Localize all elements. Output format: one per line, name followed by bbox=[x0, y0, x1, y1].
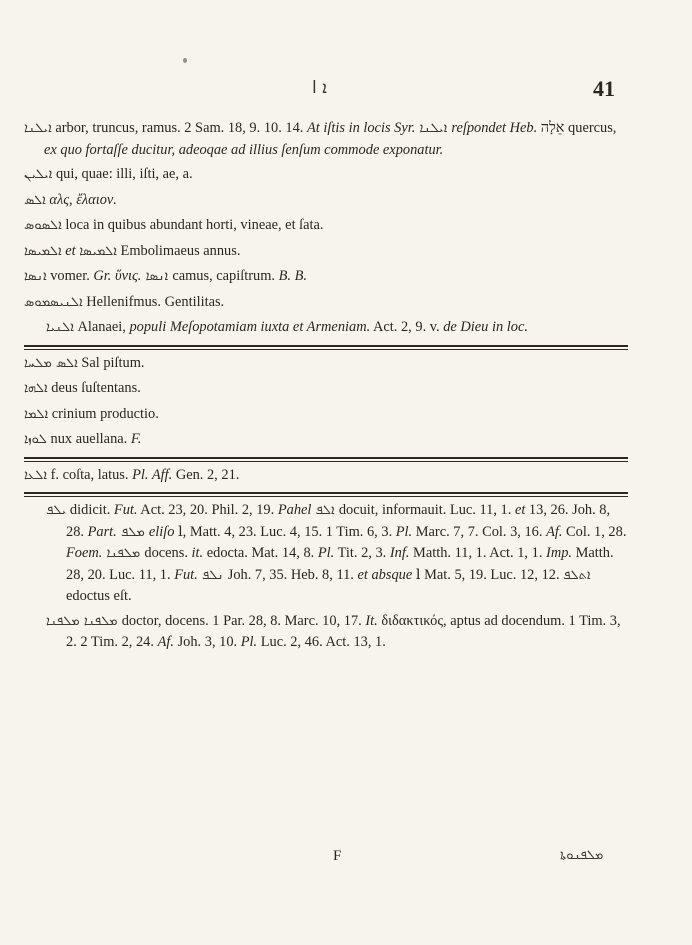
page-footer bbox=[0, 848, 692, 872]
catchword: ܡܠܦܢܘܬܐ bbox=[560, 848, 604, 863]
entry-als: ܐܠܣ αλς, ἔλαιον. bbox=[24, 191, 117, 208]
entry-sal: ܐܠܣ ܡܠܚܐ Sal piſtum. bbox=[24, 354, 145, 371]
entry-alanaei: ܐܠܢܝܐ Alanaei, populi Meſopotamiam iuxta et Armeniam. Act. 2, 9. v. de Dieu in loc. bbox=[46, 319, 528, 335]
entry-embolimaeus: ܐܠܡܝܣܐ et ܐܠܡܝܣܐ Embolimaeus annus. bbox=[24, 242, 241, 259]
entry-deus: ܐܠܗܐ deus ſuſtentans. bbox=[24, 380, 141, 396]
entry-nux: ܠܘܙܐ nux auellana. F. bbox=[24, 431, 142, 447]
entry-crinium: ܐܠܡܐ crinium productio. bbox=[24, 405, 159, 422]
entry-ilana: ܐܝܠܢܐ arbor, truncus, ramus. 2 Sam. 18, 9. 10. 14. At iſtis in locis Syr. ܐܝܠܢܐ reſpondet Heb. אֵלָה quercus, ex quo fortaſſe ducitur, adeoqae ad illius ſenſum commode exponatur. bbox=[24, 120, 617, 158]
entry-ilein: ܐܝܠܝܢ qui, quae: illi, iſti, ae, a. bbox=[24, 166, 193, 182]
entry-costa: ܐܠܥܐ f. coſta, latus. Pl. Aff. Gen. 2, 21. bbox=[24, 466, 240, 483]
page-number: 41 bbox=[593, 76, 615, 101]
running-header bbox=[0, 76, 692, 106]
entry-vomer: ܐܢܣܐ vomer. Gr. ὕνις. ܐܢܣܐ camus, capiſtrum. B. B. bbox=[24, 268, 308, 284]
entry-doctor: ܡܠܦܢܐ ܡܠܦܢܐ doctor, docens. 1 Par. 28, 8. Marc. 10, 17. It. διδακτικός, aptus ad docendum. 1 Tim. 3, 2. 2 Tim. 2, 24. Af. Joh. 3, 10. Pl. Luc. 2, 46. Act. 13, 1. bbox=[46, 612, 621, 650]
entry-didicit: ܝܠܦ didicit. Fut. Act. 23, 20. Phil. 2, 19. Pahel ܐܠܦ docuit, informauit. Luc. 11, 1. et 13, 26. Joh. 8, 28. Part. ܡܠܦ eliſo ⅼ, Matt. 4, 23. Luc. 4, 15. 1 Tim. 6, 3. Pl. Marc. 7, 7. Col. 3, 16. Af. Col. 1, 28. Foem. ܡܠܦܢܐ docens. it. edocta. Mat. 14, 8. Pl. Tit. 2, 3. Inf. Matth. 11, 1. Act. 1, 1. Imp. Matth. 28, 20. Luc. 11, 1. Fut. ܢܠܦ Joh. 7, 35. Heb. 8, 11. et absque ⅼ Mat. 5, 19. Luc. 12, 12. ܐܬܠܦ edoctus eſt. bbox=[46, 502, 627, 604]
signature-mark: F bbox=[333, 848, 342, 864]
running-head: ܐ ا bbox=[312, 78, 327, 98]
ink-speck bbox=[183, 58, 187, 63]
entry-hellenismus: ܐܠܢܝܣܡܘܣ Hellenifmus. Gentilitas. bbox=[24, 293, 225, 310]
dictionary-body bbox=[0, 118, 692, 657]
entry-alsos: ܐܠܣܘܣ loca in quibus abundant horti, vineae, et ſata. bbox=[24, 217, 324, 233]
